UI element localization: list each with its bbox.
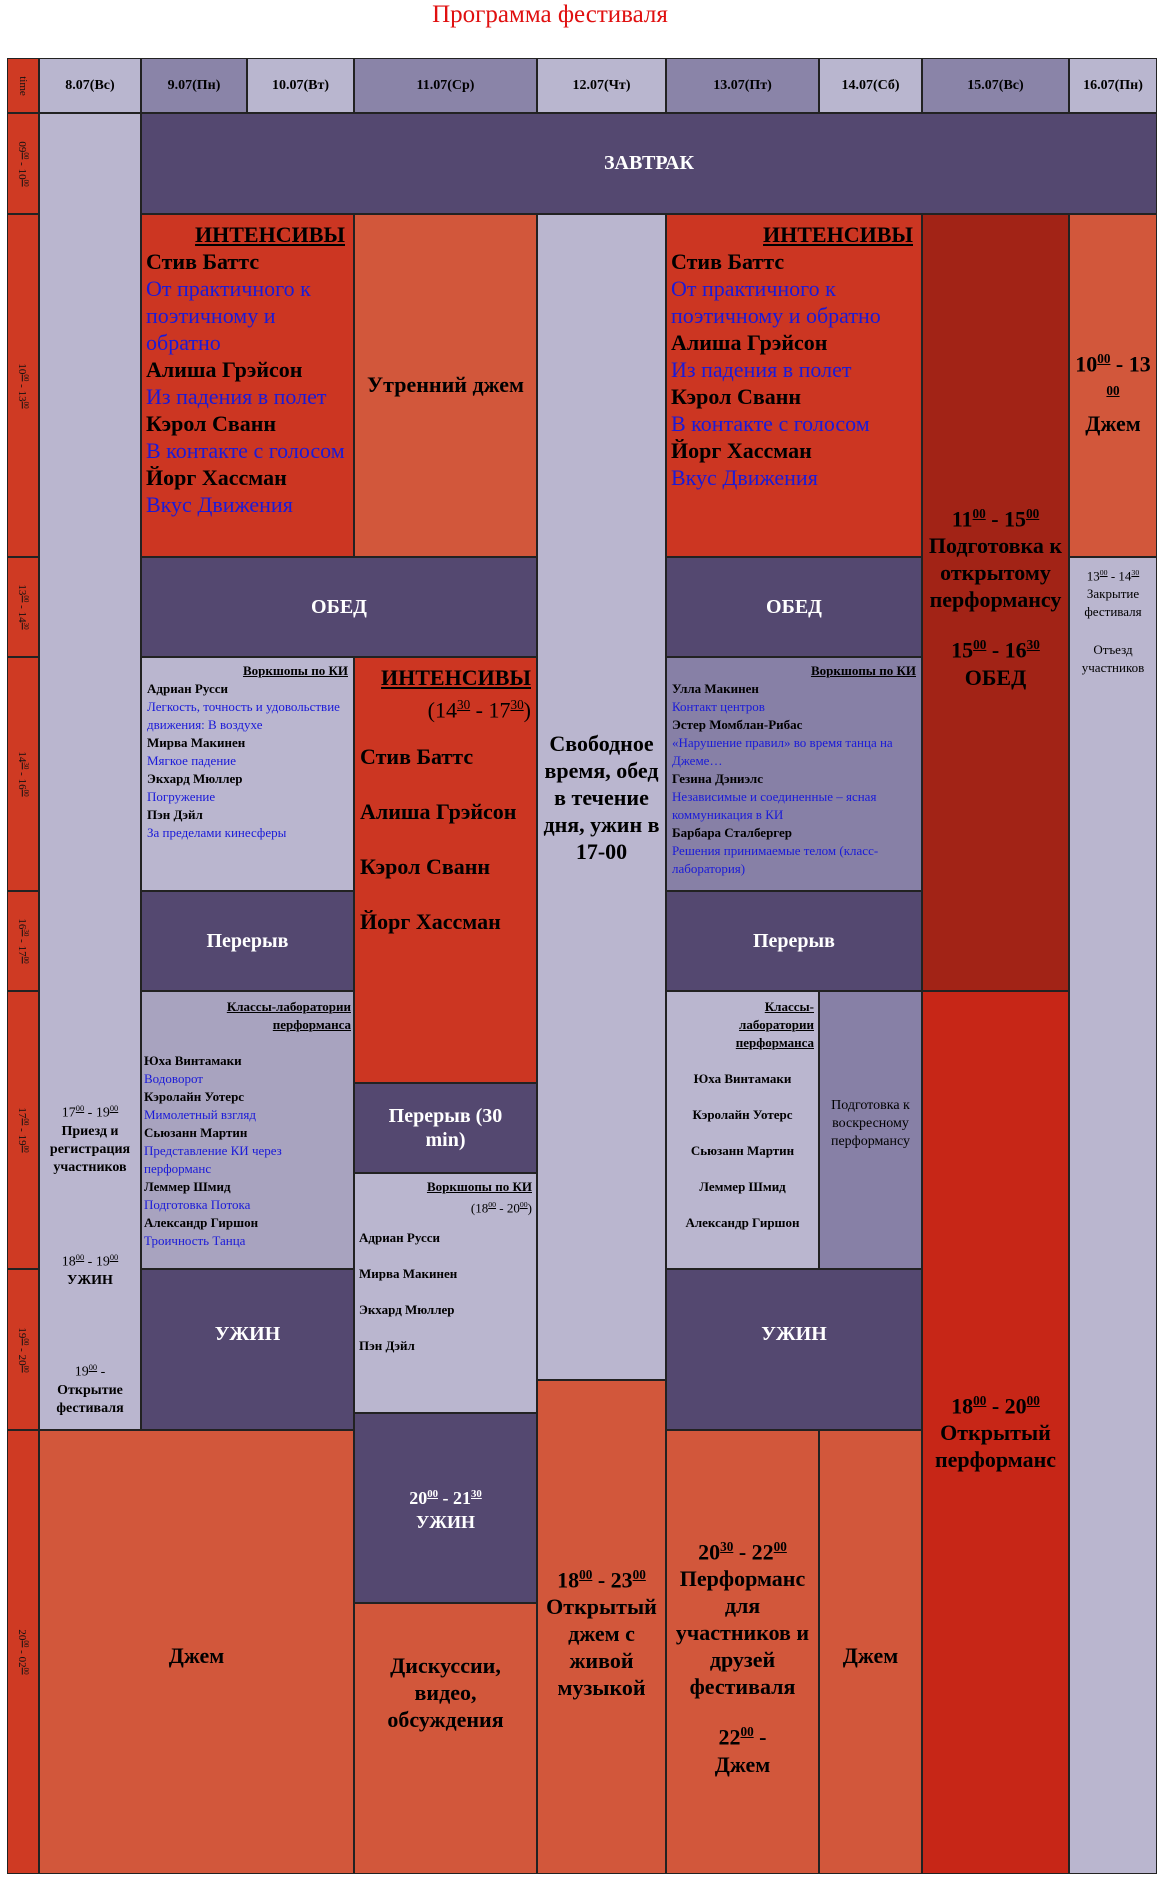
day15-prep-text: $11^{00} - 15^{00}$ Подготовка к открытому перформансу $15^{00} - 16^{30}$ ОБЕД (928, 506, 1063, 690)
teacher-name: Юха Винтамаки (693, 1071, 792, 1086)
teacher-name: Алиша Грэйсон (671, 330, 828, 355)
jam-label: Джем (168, 1643, 225, 1668)
teacher-name: Йорг Хассман (360, 909, 501, 935)
day14-prep (819, 991, 922, 1269)
day14-prep-text: Подготовка к воскресному перформансу (830, 1098, 911, 1149)
day11-discussions (354, 1603, 537, 1874)
time-header-label: time (17, 75, 29, 96)
day-header-10-07 (247, 58, 354, 113)
day15-prep-block (922, 214, 1069, 991)
teacher-name: Улла Макинен (672, 681, 759, 696)
teacher-name: Экхард Мюллер (359, 1302, 455, 1318)
topic: В контакте с голосом (146, 438, 345, 463)
lunch-block-right (666, 557, 922, 657)
topic: Подготовка Потока (144, 1197, 251, 1212)
day-label: 8.07(Вс) (65, 77, 115, 93)
lunch-label: ОБЕД (311, 595, 367, 618)
teacher-name: Гезина Дэниэлс (672, 771, 763, 786)
lunch-label: ОБЕД (766, 595, 822, 618)
breakfast-block (141, 113, 1157, 214)
teacher-name: Адриан Русси (147, 681, 228, 696)
day14-jam (819, 1430, 922, 1874)
labs-left (141, 991, 354, 1269)
teacher-name: Эстер Момблан-Рибас (672, 717, 803, 732)
teacher-name: Александр Гиршон (685, 1215, 800, 1230)
topic: Мимолетный взгляд (144, 1107, 256, 1122)
teacher-name: Барбара Сталбергер (672, 825, 793, 840)
day-header-13-07 (666, 58, 819, 113)
day-header-9-07 (141, 58, 247, 113)
dinner-block-left (141, 1269, 354, 1430)
dinner-label: УЖИН (214, 1323, 281, 1345)
teacher-name: Александр Гиршон (144, 1215, 259, 1230)
day-label: 14.07(Сб) (841, 77, 900, 93)
day11-break30 (354, 1083, 537, 1173)
time-slot (7, 1430, 39, 1874)
day-label: 10.07(Вт) (271, 77, 330, 93)
time-slot-label: $09^{00} - 10^{00}$ (16, 140, 30, 187)
day-label: 11.07(Ср) (416, 77, 475, 93)
day-label: 15.07(Вс) (967, 77, 1024, 93)
day11-workshops-time: $(18^{00} - 20^{00})$ (470, 1200, 532, 1216)
intensives-heading: ИНТЕНСИВЫ (195, 222, 345, 247)
teacher-name: Стив Баттс (360, 744, 474, 770)
day13-performance (666, 1430, 819, 1874)
page-title: Программа фестиваля (432, 1, 668, 28)
morning-jam-block (354, 214, 537, 557)
break-block-left (141, 891, 354, 991)
teacher-name: Сьюзанн Мартин (690, 1143, 795, 1158)
jam-label: Джем (842, 1643, 899, 1668)
time-slot-label: $10^{00} - 13^{00}$ (16, 362, 30, 409)
teacher-name: Кэролайн Уотерс (144, 1089, 245, 1104)
day15-performance (922, 991, 1069, 1874)
time-slot-label: $20^{00} - 02^{00}$ (16, 1629, 30, 1675)
intensives-heading: ИНТЕНСИВЫ (763, 222, 913, 247)
teacher-name: Алиша Грэйсон (146, 357, 303, 382)
workshops-left (141, 657, 354, 891)
day13-performance-text: $20^{30} - 22^{00}$ Перформанс для участников и друзей фестиваля $22^{00}$ - Джем (675, 1539, 810, 1777)
day-header-8-07 (39, 58, 141, 113)
teacher-name: Экхард Мюллер (147, 771, 243, 786)
time-slot-label: $19^{00} - 20^{00}$ (16, 1326, 30, 1373)
labs-heading: Классы-лаборатории перформанса (735, 999, 814, 1050)
day11-dinner-text: $20^{00} - 21^{30}$ УЖИН (409, 1488, 482, 1532)
teacher-name: Пэн Дэйл (359, 1338, 415, 1354)
teacher-name: Алиша Грэйсон (360, 799, 517, 825)
day8-registration: $17^{00} - 19^{00}$ Приезд и регистрация участников (49, 1104, 131, 1175)
day15-performance-text: $18^{00} - 20^{00}$ Открытый перформанс (934, 1393, 1057, 1473)
day11-intensives-time: $(14^{30} - 17^{30})$ (427, 697, 531, 723)
time-slot (7, 991, 39, 1269)
day11-intensives-heading: ИНТЕНСИВЫ (381, 665, 531, 690)
day-header-11-07 (354, 58, 537, 113)
labs-heading: Классы-лаборатории перформанса (226, 999, 351, 1032)
teacher-name: Леммер Шмид (699, 1179, 786, 1194)
topic: Вкус Движения (671, 465, 818, 490)
jam-block-left (39, 1430, 354, 1874)
break30-label: Перерыв (30 min) (388, 1105, 503, 1151)
break-label: Перерыв (753, 929, 835, 952)
day-label: 9.07(Пн) (167, 77, 221, 93)
teacher-name: Стив Баттс (146, 249, 260, 274)
teacher-name: Сьюзанн Мартин (144, 1125, 248, 1140)
intensives-block-left (141, 214, 354, 557)
time-slot (7, 1269, 39, 1430)
labs-right (666, 991, 819, 1269)
day16-closing-text: $13^{00} - 14^{30}$ Закрытие фестиваля Отъезд участников (1081, 568, 1145, 676)
teacher-name: Мирва Макинен (147, 735, 246, 750)
day-label: 13.07(Пт) (713, 77, 772, 93)
morning-jam-label: Утренний джем (367, 372, 524, 397)
day-label: 12.07(Чт) (572, 77, 631, 93)
day16-jam-text: $10^{00} - 13$ $^{00}$ Джем (1075, 351, 1151, 436)
time-slot (7, 214, 39, 557)
teacher-name: Леммер Шмид (144, 1179, 231, 1194)
discussions-text: Дискуссии, видео, обсуждения (387, 1653, 504, 1732)
teacher-name: Йорг Хассман (146, 465, 287, 490)
day11-workshops-heading: Воркшопы по КИ (426, 1179, 532, 1194)
topic: Независимые и соединенные – ясная коммуникация в КИ (672, 789, 877, 822)
topic: «Нарушение правил» во время танца на Джеме… (672, 735, 893, 768)
day11-intensives (354, 657, 537, 1083)
day11-dinner (354, 1413, 537, 1603)
topic: Вкус Движения (146, 492, 293, 517)
time-slot (7, 557, 39, 657)
teacher-name: Адриан Русси (359, 1230, 440, 1246)
topic: Мягкое падение (147, 753, 237, 768)
teacher-name: Пэн Дэйл (147, 807, 203, 822)
break-block-right (666, 891, 922, 991)
topic: От практичного к поэтичному и обратно (146, 276, 311, 355)
time-slot-label: $17^{00} - 19^{00}$ (16, 1107, 30, 1153)
topic: Водоворот (144, 1071, 203, 1086)
time-slot (7, 113, 39, 214)
topic: Из падения в полет (671, 357, 852, 382)
dinner-label: УЖИН (761, 1323, 827, 1345)
teacher-name: Юха Винтамаки (144, 1053, 242, 1068)
teacher-name: Кэрол Сванн (146, 411, 277, 436)
day11-workshops (354, 1173, 537, 1413)
day-header-12-07 (537, 58, 666, 113)
day12-open-jam-text: $18^{00} - 23^{00}$ Открытый джем с живой музыкой (546, 1567, 657, 1701)
time-slot-label: $13^{00} - 14^{30}$ (16, 584, 30, 630)
time-slot-label: $14^{30} - 16^{00}$ (16, 751, 30, 797)
topic: Троичность Танца (144, 1233, 246, 1248)
day8-dinner: $18^{00} - 19^{00}$ УЖИН (61, 1253, 119, 1288)
time-slot (7, 657, 39, 891)
day-label: 16.07(Пн) (1083, 77, 1143, 93)
teacher-name: Стив Баттс (671, 249, 785, 274)
break-label: Перерыв (206, 929, 289, 952)
teacher-name: Кэрол Сванн (671, 384, 802, 409)
day-header-16-07 (1069, 58, 1157, 113)
teacher-name: Мирва Макинен (359, 1266, 458, 1282)
free-time-block (537, 214, 666, 1380)
day-header-15-07 (922, 58, 1069, 113)
day12-open-jam (537, 1380, 666, 1874)
topic: В контакте с голосом (671, 411, 870, 436)
topic: Легкость, точность и удовольствие движения: В воздухе (147, 699, 340, 732)
free-time-label: Свободное время, обед в течение дня, ужин в 17-00 (543, 730, 660, 864)
topic: За пределами кинесферы (147, 825, 287, 840)
topic: Из падения в полет (146, 384, 327, 409)
time-slot (7, 891, 39, 991)
topic: Представление КИ через перформанс (144, 1143, 282, 1176)
day16-closing-block (1069, 557, 1157, 1874)
day8-opening: $19^{00}$ - Открытие фестиваля (56, 1363, 124, 1416)
time-slot-label: $16^{30} - 17^{00}$ (16, 918, 30, 964)
topic: Погружение (147, 789, 216, 804)
day-header-14-07 (819, 58, 922, 113)
breakfast-label: ЗАВТРАК (603, 152, 695, 174)
day16-jam-block (1069, 214, 1157, 557)
day8-column (39, 113, 141, 1430)
time-header (7, 58, 39, 113)
teacher-name: Кэролайн Уотерс (692, 1107, 793, 1122)
dinner-block-right (666, 1269, 922, 1430)
workshops-heading: Воркшопы по КИ (242, 663, 348, 678)
topic: Контакт центров (672, 699, 765, 714)
topic: От практичного к поэтичному и обратно (671, 276, 881, 328)
workshops-heading: Воркшопы по КИ (810, 663, 916, 678)
intensives-block-right (666, 214, 922, 557)
teacher-name: Кэрол Сванн (360, 854, 491, 880)
workshops-right (666, 657, 922, 891)
lunch-block-left (141, 557, 537, 657)
teacher-name: Йорг Хассман (671, 438, 812, 463)
topic: Решения принимаемые телом (класс-лаборатория) (672, 843, 879, 876)
